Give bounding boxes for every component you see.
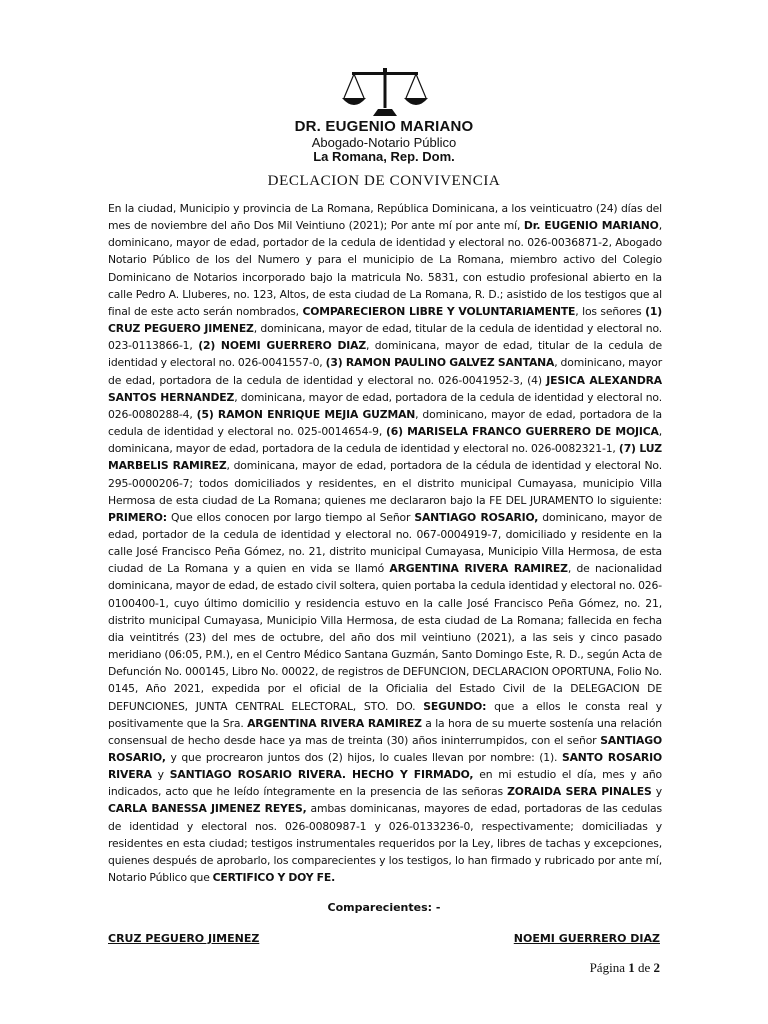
- body-bold-run: SANTO ROSARIO RIVERA: [108, 751, 662, 782]
- document-body: [108, 200, 662, 886]
- body-text-run: , dominicano, mayor de edad, portadora de la cedula de identidad y electoral no. 026-0041952-3, (4): [108, 356, 662, 387]
- body-bold-run: CERTIFICO Y DOY FE.: [212, 871, 336, 885]
- page-of: de: [637, 960, 651, 975]
- body-bold-run: (7) LUZ MARBELIS RAMIREZ: [108, 442, 662, 473]
- signature-line-right: NOEMI GUERRERO DIAZ: [513, 932, 660, 945]
- body-text-run: , los señores: [575, 304, 646, 318]
- body-text-run: Que ellos conocen por largo tiempo al Señor: [166, 510, 415, 524]
- body-text-run: en mi estudio el día, mes y año indicados, acto que he leído íntegramente en la presencia de las señoras: [108, 768, 662, 799]
- body-text-run: ambas dominicanas, mayores de edad, portadoras de las cedulas de identidad y electoral nos. 026-0080987-1 y 026-0133236-0, respectivamente; domiciliadas y residentes en esta ciudad; testigos instrumentales requeridos por la Ley, libres de tachas y excepciones, quienes después de aprobarlo, los comparecientes y los testigos, lo han firmado y rubricado por ante mí, Notario Público que: [108, 802, 662, 885]
- body-bold-run: Dr. EUGENIO MARIANO: [523, 219, 659, 233]
- body-text-run: , dominicana, mayor de edad, portadora de la cédula de identidad y electoral No. 295-0000206-7; todos domiciliados y residentes, en el distrito municipal Cumayasa, municipio Villa Hermosa de esta ciudad de La Romana; quienes me declararon bajo la FE DEL JURAMENTO lo siguiente:: [108, 459, 662, 507]
- body-bold-run: ARGENTINA RIVERA RAMIREZ: [389, 562, 568, 576]
- body-text-run: y: [651, 785, 663, 799]
- body-bold-run: (3) RAMON PAULINO GALVEZ SANTANA: [325, 356, 555, 370]
- notary-location: La Romana, Rep. Dom.: [313, 149, 455, 164]
- body-bold-run: SEGUNDO:: [423, 699, 487, 713]
- comparecientes-label: Comparecientes: -: [327, 901, 441, 914]
- body-text-run: , dominicano, mayor de edad, portadora de la cedula de identidad y electoral no. 025-0014654-9,: [108, 407, 662, 439]
- body-bold-run: SANTIAGO ROSARIO,: [414, 510, 539, 524]
- body-bold-run: SANTIAGO ROSARIO,: [108, 733, 662, 764]
- body-text-run: , dominicana, mayor de edad, titular de la cedula de identidad y electoral no. 023-0113866-1,: [108, 322, 663, 353]
- page-total: 2: [653, 960, 660, 975]
- body-bold-run: (6) MARISELA FRANCO GUERRERO DE MOJICA: [386, 425, 659, 439]
- body-text-run: , dominicana, mayor de edad, portadora de la cedula de identidad y electoral no. 026-0080288-4,: [108, 390, 662, 421]
- page-current: 1: [628, 960, 635, 975]
- body-bold-run: (1) CRUZ PEGUERO JIMENEZ: [108, 304, 662, 336]
- body-text-run: , dominicana, mayor de edad, titular de la cedula de identidad y electoral no. 026-0041557-0,: [108, 339, 662, 370]
- body-bold-run: CARLA BANESSA JIMENEZ REYES,: [108, 802, 307, 816]
- body-bold-run: COMPARECIERON LIBRE Y VOLUNTARIAMENTE: [302, 304, 576, 318]
- body-text-run: a la hora de su muerte sostenía una relación consensual de hecho desde hace ya mas de treinta (30) años ininterrumpidos, con el señor: [108, 716, 662, 747]
- body-text-run: que a ellos le consta real y positivamente que la Sra.: [108, 699, 662, 730]
- page-number: [590, 960, 660, 976]
- notary-title: Abogado-Notario Público: [311, 135, 457, 150]
- signature-line-left: CRUZ PEGUERO JIMENEZ: [108, 932, 260, 945]
- body-bold-run: PRIMERO:: [108, 510, 167, 524]
- body-bold-run: SANTIAGO ROSARIO RIVERA. HECHO Y FIRMADO,: [169, 768, 474, 782]
- notary-name: DR. EUGENIO MARIANO: [294, 118, 474, 135]
- body-text-run: y: [151, 768, 170, 782]
- page-label: Página: [589, 960, 625, 975]
- body-bold-run: (5) RAMON ENRIQUE MEJIA GUZMAN: [196, 407, 416, 421]
- body-text-run: , dominicana, mayor de edad, portadora de la cedula de identidad y electoral no. 026-0082321-1,: [108, 425, 662, 456]
- body-text-run: y que procrearon juntos dos (2) hijos, lo cuales llevan por nombre: (1).: [165, 751, 562, 764]
- body-text-run: dominicano, mayor de edad, portador de la cedula de identidad y electoral no. 067-0004919-7, domiciliado y residente en la calle José Francisco Peña Gómez, no. 21, distrito municipal Cumayasa, Municipio Villa Hermosa, de esta ciudad de La Romana y a quien en vida se llamó: [108, 510, 662, 576]
- body-text-run: En la ciudad, Municipio y provincia de La Romana, República Dominicana, a los veinticuatro (24) días del mes de noviembre del año Dos Mil Veintiuno (2021); Por ante mí por ante mí,: [108, 202, 662, 233]
- body-bold-run: JESICA ALEXANDRA SANTOS HERNANDEZ: [108, 373, 663, 404]
- body-bold-run: ARGENTINA RIVERA RAMIREZ: [247, 716, 422, 730]
- body-bold-run: (2) NOEMI GUERRERO DIAZ: [198, 339, 367, 353]
- body-text-run: , dominicano, mayor de edad, portador de la cedula de identidad y electoral no. 026-0036871-2, Abogado Notario Público de los del Numero y para el municipio de La Romana, miembro activo del Colegio Dominicano de Notarios incorporado bajo la matricula No. 5831, con estudio profesional abierto en la calle Pedro A. Lluberes, no. 123, Altos, de esta ciudad de La Romana, R. D.; asistido de los testigos que al final de este acto serán nombrados,: [108, 219, 662, 318]
- document-title: DECLACION DE CONVIVENCIA: [267, 173, 501, 189]
- body-bold-run: ZORAIDA SERA PINALES: [507, 785, 652, 799]
- body-text-run: , de nacionalidad dominicana, mayor de edad, de estado civil soltera, quien portaba la cedula identidad y electoral no. 026-0100400-1, cuyo último domicilio y residencia estuvo en la calle José Francisco Peña Gómez, no. 21, distrito municipal Cumayasa, Municipio Villa Hermosa, de esta ciudad de La Romana; fallecida en fecha dia veintitrés (23) del mes de octubre, del año dos mil veintiuno (2021), a las seis y cinco pasado meridiano (06:05, P.M.), en el Centro Médico Santana Guzmán, Santo Domingo Este, R. D., según Acta de Defunción No. 000145, Libro No. 00022, de registros de DEFUNCION, DECLARACION OPORTUNA, Folio No. 0145, Año 2021, expedida por el oficial de la Oficialia del Estado Civil de la DELEGACION DE DEFUNCIONES, JUNTA CENTRAL ELECTORAL, STO. DO.: [108, 562, 662, 713]
- scales-of-justice-icon: [340, 68, 430, 118]
